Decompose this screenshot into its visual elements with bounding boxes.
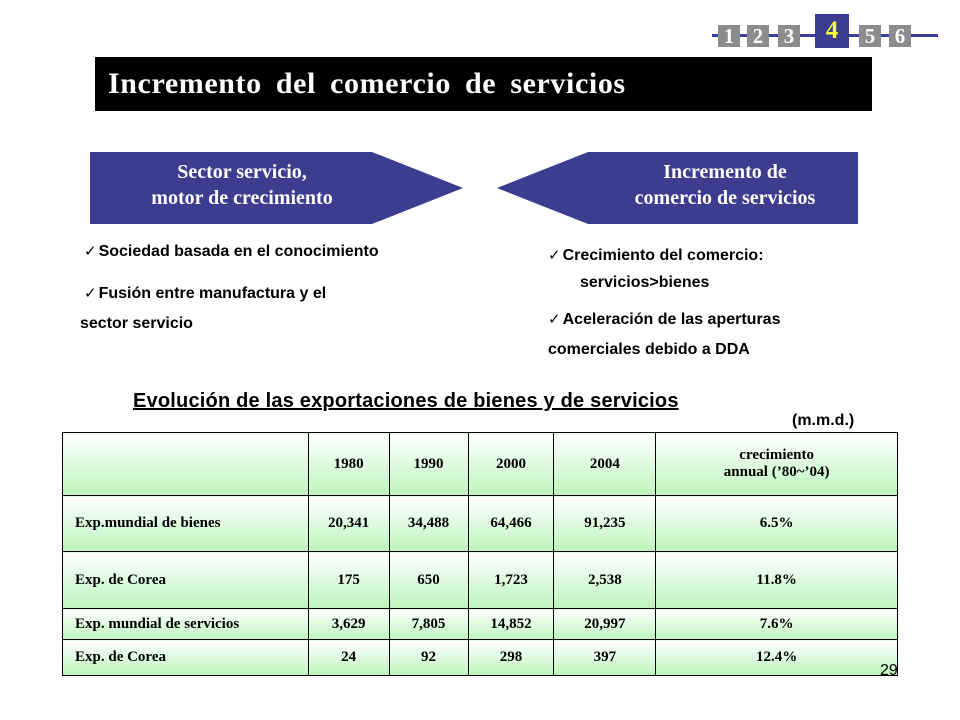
table-row	[63, 640, 898, 676]
table-cell: 34,488	[389, 496, 468, 552]
right-arrow-label	[590, 159, 860, 211]
left-arrow-line2: motor de crecimiento	[151, 187, 333, 209]
table-cell: 20,341	[308, 496, 389, 552]
table-cell: 24	[308, 640, 389, 676]
right-bullet-1-line2: servicios>bienes	[580, 274, 710, 291]
table-cell: 91,235	[554, 496, 656, 552]
table-cell: 1,723	[468, 552, 554, 609]
nav-item-6[interactable]: 6	[889, 25, 911, 47]
table-header-row	[63, 433, 898, 496]
right-bullet-1-line1: Crecimiento del comercio:	[562, 247, 764, 264]
table-cell: 14,852	[468, 609, 554, 640]
table-cell: 3,629	[308, 609, 389, 640]
left-bullet-1	[84, 237, 379, 267]
left-bullet-2-line2: sector servicio	[80, 315, 193, 332]
table-cell: 64,466	[468, 496, 554, 552]
table-cell: 7.6%	[656, 609, 898, 640]
check-icon: ✓	[84, 285, 97, 302]
right-bullet-2	[548, 305, 780, 365]
header-cell-empty	[63, 433, 309, 496]
table-title: Evolución de las exportaciones de bienes y de servicios	[133, 390, 679, 412]
check-icon: ✓	[548, 247, 561, 264]
header-growth-line2: annual (’80~’04)	[723, 464, 830, 480]
table-row	[63, 552, 898, 609]
nav-item-1[interactable]: 1	[718, 25, 740, 47]
left-arrow-label	[96, 159, 388, 211]
header-cell-growth	[656, 433, 898, 496]
right-bullet-1	[548, 241, 764, 295]
table-cell: 12.4%	[656, 640, 898, 676]
row-label: Exp. mundial de servicios	[63, 609, 309, 640]
left-bullet-2-line1: Fusión entre manufactura y el	[98, 285, 327, 302]
table-cell: 11.8%	[656, 552, 898, 609]
left-bullet-2	[80, 279, 327, 339]
nav-item-3[interactable]: 3	[778, 25, 800, 47]
page-number: 29	[880, 662, 898, 679]
right-bullet-2-line1: Aceleración de las aperturas	[562, 311, 781, 328]
check-icon: ✓	[84, 243, 97, 260]
header-cell-2004: 2004	[554, 433, 656, 496]
row-label: Exp. de Corea	[63, 640, 309, 676]
nav-item-2[interactable]: 2	[747, 25, 769, 47]
check-icon: ✓	[548, 311, 561, 328]
table-cell: 175	[308, 552, 389, 609]
table-cell: 298	[468, 640, 554, 676]
table-cell: 2,538	[554, 552, 656, 609]
table-cell: 20,997	[554, 609, 656, 640]
header-growth-line1: crecimiento	[739, 447, 814, 463]
row-label: Exp. de Corea	[63, 552, 309, 609]
table-cell: 650	[389, 552, 468, 609]
table-cell: 92	[389, 640, 468, 676]
table-cell: 6.5%	[656, 496, 898, 552]
right-arrow-line2: comercio de servicios	[634, 187, 816, 209]
right-bullet-2-line2: comerciales debido a DDA	[548, 341, 750, 358]
right-arrow-line1: Incremento de	[663, 161, 787, 183]
left-bullet-1-text: Sociedad basada en el conocimiento	[98, 243, 379, 260]
table-cell: 397	[554, 640, 656, 676]
row-label: Exp.mundial de bienes	[63, 496, 309, 552]
table-row	[63, 609, 898, 640]
left-arrow-line1: Sector servicio,	[177, 161, 307, 183]
header-cell-1990: 1990	[389, 433, 468, 496]
exports-table	[62, 432, 898, 676]
table-unit: (m.m.d.)	[792, 412, 855, 429]
header-cell-1980: 1980	[308, 433, 389, 496]
nav-item-4-active[interactable]: 4	[815, 14, 849, 48]
nav-item-5[interactable]: 5	[859, 25, 881, 47]
header-cell-2000: 2000	[468, 433, 554, 496]
table-row	[63, 496, 898, 552]
page-title: Incremento del comercio de servicios	[108, 67, 626, 100]
table-cell: 7,805	[389, 609, 468, 640]
